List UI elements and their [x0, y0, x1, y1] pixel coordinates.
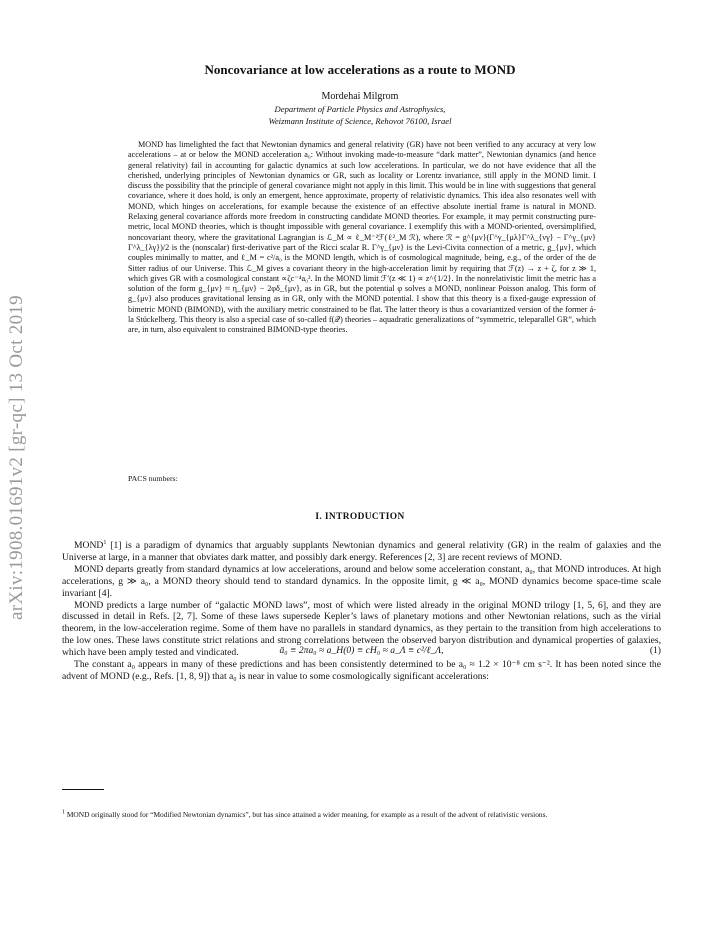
footnote-text: MOND originally stood for “Modified Newtonian dynamics”, but has since attained a wider meaning, for example as a result of the advent of relativistic versions.: [65, 810, 548, 819]
footnote-text-block: [62, 810, 661, 820]
paragraph-1-lead: MOND: [74, 540, 104, 551]
paragraph-3: MOND predicts a large number of “galactic MOND laws”, most of which were listed already in the original MOND trilogy [1, 5, 6], and they are discussed in detail in Refs. [2, 7]. Some of these laws supersede Kepler’s laws of planetary motions and other Newtonian relations, such as the virial theorem, in the low-acceleration regime. Some of them have no parallels in standard dynamics, as they pertain to the transition from high accelerations to the low ones. These laws constitute strict relations and strong correlations between the observed baryon distribution and dynamical properties of galaxies, which have been amply tested and vindicated.: [62, 599, 661, 659]
paragraph-2: MOND departs greatly from standard dynamics at low accelerations, around and below some acceleration constant, a₀, that MOND introduces. At high accelerations, g ≫ a₀, a MOND theory should tend to standard dynamics. In the opposite limit, g ≪ a₀, MOND dynamics become space-time scale invariant [4].: [62, 563, 661, 599]
section-heading-introduction: I. INTRODUCTION: [315, 512, 405, 522]
equation-1: [62, 645, 661, 659]
arxiv-identifier-stamp: arXiv:1908.01691v2 [gr-qc] 13 Oct 2019: [6, 295, 27, 620]
paragraph-1: [62, 540, 661, 564]
paragraph-4: The constant a₀ appears in many of these predictions and has been consistently determined to be a₀ ≈ 1.2 × 10⁻⁸ cm s⁻². It has been noted since the advent of MOND (e.g., Refs. [1, 8, 9]) that a₀ is near in value to some cosmologically significant accelerations:: [62, 659, 661, 682]
equation-number: (1): [649, 645, 661, 656]
paper-title: Noncovariance at low accelerations as a route to MOND: [204, 62, 516, 77]
footnote-rule: [62, 789, 104, 790]
abstract: MOND has limelighted the fact that Newtonian dynamics and general relativity (GR) have not been verified to any accuracy at very low accelerations – at or below the MOND acceleration a₀: Without invoking made-to-measure “dark matter”, Newtonian dynamics (and hence general relativity) fail in accounting for galactic dynamics at such low accelerations. In particular, we do not have evidence that all the cherished, underlying principles of Newtonian dynamics or GR, such as locality or Lorentz invariance, still apply in the MOND limit. I discuss the possibility that the principle of general covariance might not apply in this limit. This would be in line with suggestions that general covariance, where it does hold, is only an emergent, hence approximate, property of relativistic dynamics. This idea also resonates well with MOND, which hinges on accelerations, for example because the existence of an effective absolute inertial frame is natural in MOND. Relaxing general covariance affords more freedom in constructing candidate MOND theories. For example, it may permit constructing pure-metric, local MOND theories, which is thought impossible with general covariance. I exemplify this with a MOND-oriented, oversimplified, noncovariant theory, where the gravitational Lagrangian is ℒ_M ∝ ℓ_M⁻²ℱ(ℓ²_M ℛ), where ℛ = g^{μν}(Γ^γ_{μλ}Γ^λ_{νγ} − Γ^γ_{μν}Γ^λ_{λγ})/2 is the (nonscalar) first-derivative part of the Ricci scalar R. Γ^γ_{μν} is the Levi-Civita connection of a metric, g_{μν}, which couples minimally to matter, and ℓ_M = c²/a₀ is the MOND length, which is of cosmological magnitude, being, e.g., of the order of the de Sitter radius of our Universe. This ℒ_M gives a covariant theory in the high-acceleration limit by requiring that ℱ(z) → z + ζ, for z ≫ 1, which gives GR with a cosmological constant ∝ζc⁻⁴a₀². In the MOND limit ℱ′(z ≪ 1) ∝ z^{1/2}. In the nonrelativistic limit the metric has a solution of the form g_{μν} ≈ η_{μν} − 2φδ_{μν}, as in GR, but the potential φ solves a MOND, nonlinear Poisson analog. This form of g_{μν} also produces gravitational lensing as in GR, only with the MOND potential. I show that this theory is a fixed-gauge expression of bimetric MOND (BIMOND), with the auxiliary metric constrained to be flat. The latter theory is thus a covariantized version of the former á-la Stückelberg. This theory is also a special case of so-called f(𝒬) theories – aquadratic generalizations of “symmetric, teleparallel GR”, which are, in turn, also equivalent to constrained BIMOND-type theories.: [128, 140, 596, 335]
footnote-marker: 1: [103, 539, 107, 546]
author-name: Mordehai Milgrom: [321, 91, 399, 102]
introduction-body: [62, 540, 661, 683]
equation-body: ā₀ ≡ 2πa₀ ≈ a_H(0) ≡ cH₀ ≈ a_Λ ≡ c²/ℓ_Λ,: [279, 645, 444, 656]
paragraph-1-text: [1] is a paradigm of dynamics that arguably supplants Newtonian dynamics and general relativity (GR) in the realm of galaxies and the Universe at large, in a manner that obviates dark matter, and possibly dark energy. References [2, 3] are recent reviews of MOND.: [62, 540, 661, 563]
footnote-1: [62, 810, 661, 820]
affiliation-line-1: Department of Particle Physics and Astrophysics,: [274, 104, 446, 114]
affiliation-line-2: Weizmann Institute of Science, Rehovot 76100, Israel: [268, 116, 452, 126]
pacs-numbers: PACS numbers:: [128, 474, 178, 483]
footnote-mark: 1: [62, 809, 65, 816]
